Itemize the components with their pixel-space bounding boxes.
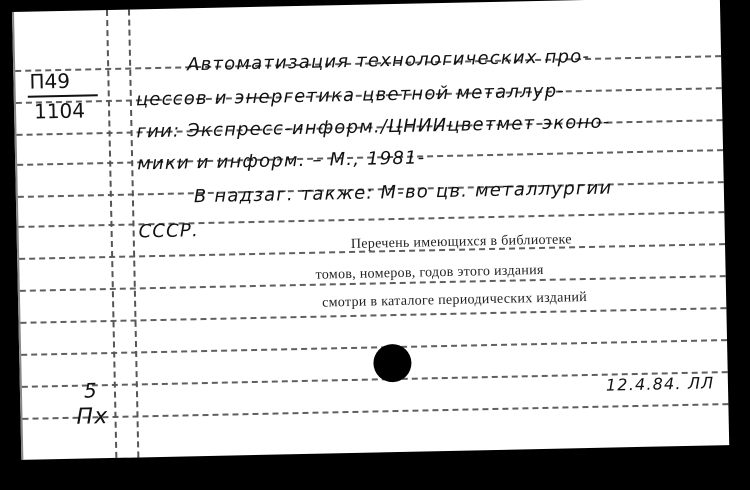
title-line-3: гии: Экспресс-информ./ЦНИИцветмет эконо- — [136, 111, 611, 143]
margin-rule — [128, 10, 139, 458]
title-line-1: Автоматизация технологических про- — [186, 45, 591, 76]
shelfmark-divider — [28, 94, 98, 97]
title-line-6: СССР. — [138, 220, 200, 243]
stamp-line-1: Перечень имеющихся в библиотеке — [350, 232, 573, 252]
stamp-line-2: томов, номеров, годов этого издания — [315, 262, 544, 283]
title-line-5: В надзаг. также: М-во цв. металлургии — [193, 177, 613, 208]
shelfmark-line-1: П49 — [29, 68, 71, 94]
footer-left-number: 5 — [83, 378, 99, 403]
margin-rule — [106, 10, 117, 458]
title-line-4: мики и информ. – М., 1981- — [136, 147, 426, 175]
ruling-line — [23, 403, 729, 420]
ruling-line — [18, 211, 724, 228]
footer-date-initials: 12.4.84. ЛЛ — [605, 373, 715, 395]
footer-left-mark: Пх — [76, 404, 109, 430]
catalog-card — [12, 0, 729, 460]
title-line-2: цессов и энергетика цветной металлур- — [135, 80, 566, 111]
stamp-line-3: смотри в каталоге периодических изданий — [322, 290, 588, 311]
punch-hole — [373, 344, 412, 383]
ruling-line — [21, 339, 727, 356]
shelfmark-line-2: 1104 — [33, 98, 86, 124]
